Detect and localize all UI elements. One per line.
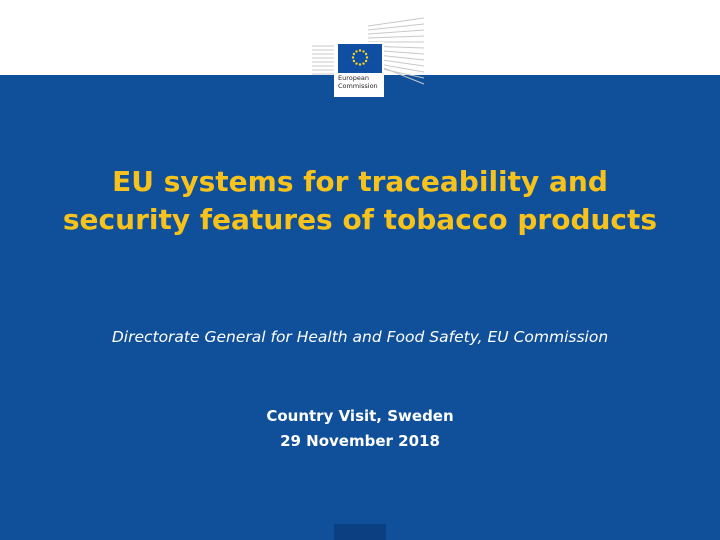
eu-flag-icon bbox=[338, 44, 382, 73]
event-date: 29 November 2018 bbox=[280, 432, 440, 450]
slide-title bbox=[0, 163, 720, 239]
event-name: Country Visit, Sweden bbox=[266, 407, 454, 425]
event-info bbox=[0, 404, 720, 454]
title-line-1: EU systems for traceability and bbox=[112, 165, 608, 198]
title-line-2: security features of tobacco products bbox=[62, 203, 658, 236]
logo-line-european: European bbox=[338, 74, 369, 82]
footer-tab bbox=[334, 524, 386, 540]
logo-wordmark bbox=[338, 74, 386, 90]
logo-line-commission: Commission bbox=[338, 82, 378, 90]
slide-background bbox=[0, 75, 720, 540]
european-commission-logo bbox=[306, 16, 430, 98]
slide-subtitle: Directorate General for Health and Food Safety, EU Commission bbox=[111, 328, 609, 346]
